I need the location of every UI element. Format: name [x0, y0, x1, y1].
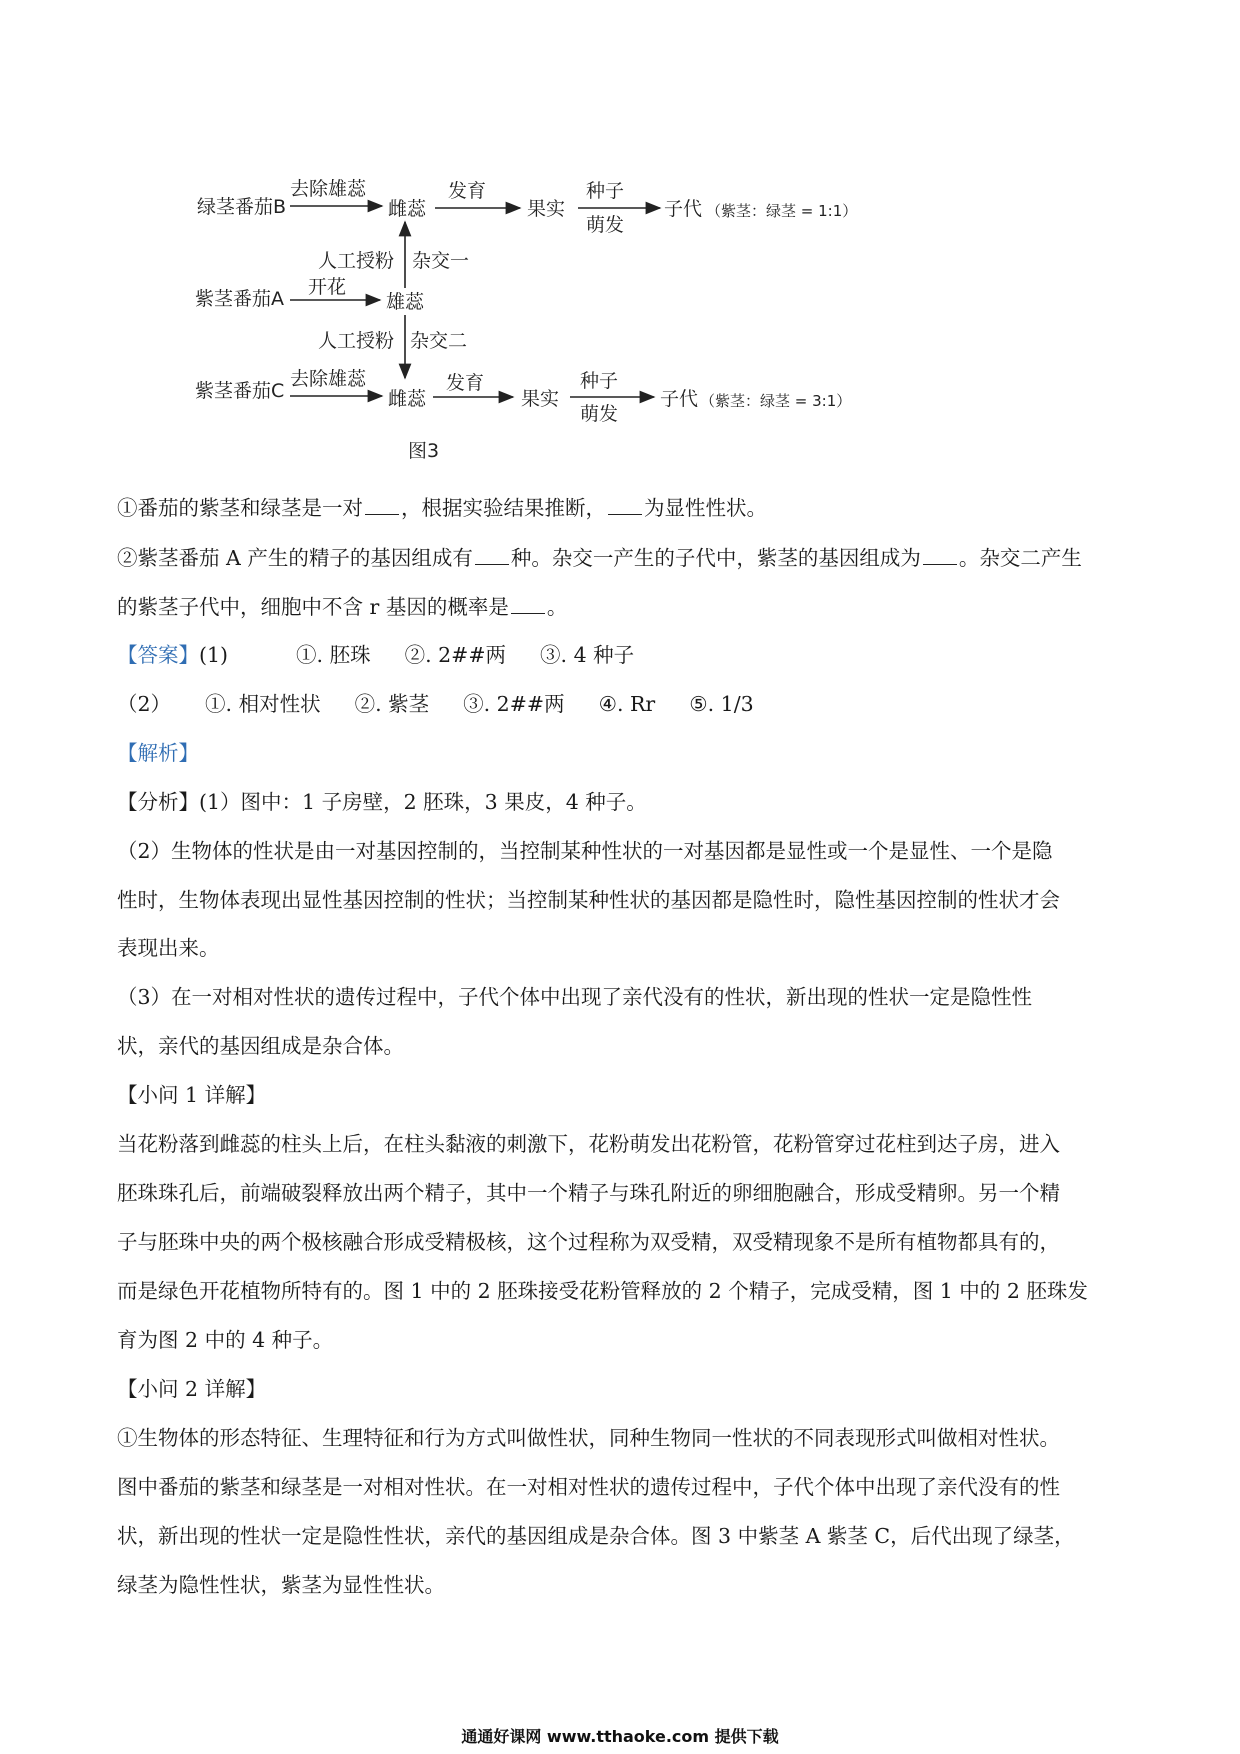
parent-a-label: 紫茎番茄A — [195, 288, 284, 310]
answer-label: 【答案】 — [117, 643, 199, 667]
subquestion-2-heading: 【小问 2 详解】 — [117, 1377, 267, 1401]
answer-blank — [365, 513, 399, 515]
analysis-line: 【分析】(1）图中：1 子房壁，2 胚珠，3 果皮，4 种子。 — [117, 790, 647, 814]
figure-caption: 图3 — [408, 440, 440, 462]
question-line-3 — [117, 597, 567, 618]
question-2-text-c: 。杂交二产生 — [958, 546, 1082, 570]
answer-blank — [923, 563, 957, 565]
analysis-line: 而是绿色开花植物所特有的。图 1 中的 2 胚珠接受花粉管释放的 2 个精子，完成受精，图 1 中的 2 胚珠发 — [117, 1279, 1088, 1303]
question-2-text-a: ②紫茎番茄 A 产生的精子的基因组成有 — [117, 546, 473, 570]
answer-item: ③. 4 种子 — [540, 643, 635, 667]
pollination-up-label: 人工授粉 — [318, 250, 395, 272]
analysis-line: 胚珠珠孔后，前端破裂释放出两个精子，其中一个精子与珠孔附近的卵细胞融合，形成受精卵。另一个精 — [117, 1181, 1060, 1205]
subquestion-1-heading: 【小问 1 详解】 — [117, 1083, 267, 1107]
page-footer: 通通好课网 www.tthaoke.com 提供下载 — [461, 1727, 779, 1746]
ratio-c-label: （紫茎：绿茎 = 3:1） — [700, 392, 852, 410]
question-1-text-c: 为显性性状。 — [644, 496, 767, 520]
question-line-2 — [117, 548, 1082, 569]
genetics-cross-diagram — [0, 0, 1240, 480]
germinate-c-label: 萌发 — [580, 403, 619, 425]
fruit-b-label: 果实 — [527, 198, 566, 220]
offspring-c-label: 子代 — [660, 388, 699, 410]
cross-one-label: 杂交一 — [412, 250, 470, 272]
answer-item: ②. 紫茎 — [354, 692, 430, 716]
germinate-b-label: 萌发 — [586, 214, 625, 236]
parent-c-label: 紫茎番茄C — [195, 380, 285, 402]
question-line-1 — [117, 498, 767, 519]
stamen-a-label: 雄蕊 — [386, 291, 425, 313]
pistil-b-label: 雌蕊 — [388, 198, 427, 220]
analysis-line: 子与胚珠中央的两个极核融合形成受精极核，这个过程称为双受精，双受精现象不是所有植物都具有的， — [117, 1230, 1060, 1254]
answer-line-1 — [117, 645, 634, 666]
cross-two-label: 杂交二 — [410, 330, 468, 352]
answer-item: ①. 相对性状 — [205, 692, 321, 716]
question-1-text-b: ，根据实验结果推断， — [401, 496, 606, 520]
analysis-line: 状，亲代的基因组成是杂合体。 — [117, 1034, 404, 1058]
pollination-down-label: 人工授粉 — [318, 330, 395, 352]
analysis-line: 育为图 2 中的 4 种子。 — [117, 1328, 334, 1352]
seed-c-label: 种子 — [580, 370, 619, 392]
question-2-text-e: 。 — [546, 595, 568, 619]
analysis-line: （3）在一对相对性状的遗传过程中，子代个体中出现了亲代没有的性状，新出现的性状一定是隐性性 — [117, 985, 1033, 1009]
answer-item: ①. 胚珠 — [296, 643, 371, 667]
parent-b-label: 绿茎番茄B — [197, 196, 287, 218]
analysis-line: 状，新出现的性状一定是隐性性状，亲代的基因组成是杂合体。图 3 中紫茎 A 紫茎 C，后代出现了绿茎， — [117, 1524, 1075, 1548]
develop-c-label: 发育 — [446, 372, 485, 394]
fruit-c-label: 果实 — [521, 388, 560, 410]
offspring-b-label: 子代 — [664, 198, 703, 220]
analysis-line: 性时，生物体表现出显性基因控制的性状；当控制某种性状的基因都是隐性时，隐性基因控制的性状才会 — [117, 888, 1060, 912]
answer-blank — [511, 612, 545, 614]
answer-part-1-number: (1) — [199, 643, 229, 667]
answer-line-2 — [117, 694, 754, 715]
answer-item: ③. 2##两 — [463, 692, 565, 716]
flower-a-label: 开花 — [308, 276, 347, 298]
analysis-line: 表现出来。 — [117, 936, 220, 960]
analysis-label: 【解析】 — [117, 741, 199, 765]
diagram-arrows — [0, 0, 1240, 480]
ratio-b-label: （紫茎：绿茎 = 1:1） — [706, 202, 858, 220]
seed-b-label: 种子 — [586, 180, 625, 202]
analysis-line: 当花粉落到雌蕊的柱头上后，在柱头黏液的刺激下，花粉萌发出花粉管，花粉管穿过花柱到达子房，进入 — [117, 1132, 1060, 1156]
answer-item: ⑤. 1/3 — [689, 692, 754, 716]
answer-item: ②. 2##两 — [404, 643, 507, 667]
question-1-text-a: ①番茄的紫茎和绿茎是一对 — [117, 496, 363, 520]
develop-b-label: 发育 — [448, 180, 487, 202]
answer-blank — [475, 563, 509, 565]
answer-item: ④. Rr — [598, 692, 656, 716]
analysis-line: 图中番茄的紫茎和绿茎是一对相对性状。在一对相对性状的遗传过程中，子代个体中出现了亲代没有的性 — [117, 1475, 1060, 1499]
analysis-line: ①生物体的形态特征、生理特征和行为方式叫做性状，同种生物同一性状的不同表现形式叫做相对性状。 — [117, 1426, 1060, 1450]
answer-blank — [608, 513, 642, 515]
question-2-text-b: 种。杂交一产生的子代中，紫茎的基因组成为 — [510, 546, 921, 570]
answer-part-2-number: （2） — [117, 692, 172, 716]
analysis-line: 绿茎为隐性性状，紫茎为显性性状。 — [117, 1573, 445, 1597]
remove-stamen-b-label: 去除雄蕊 — [290, 178, 367, 200]
question-2-text-d: 的紫茎子代中，细胞中不含 r 基因的概率是 — [117, 595, 509, 619]
pistil-c-label: 雌蕊 — [388, 388, 427, 410]
analysis-line: （2）生物体的性状是由一对基因控制的，当控制某种性状的一对基因都是显性或一个是显性、一个是隐 — [117, 839, 1053, 863]
remove-stamen-c-label: 去除雄蕊 — [290, 368, 367, 390]
